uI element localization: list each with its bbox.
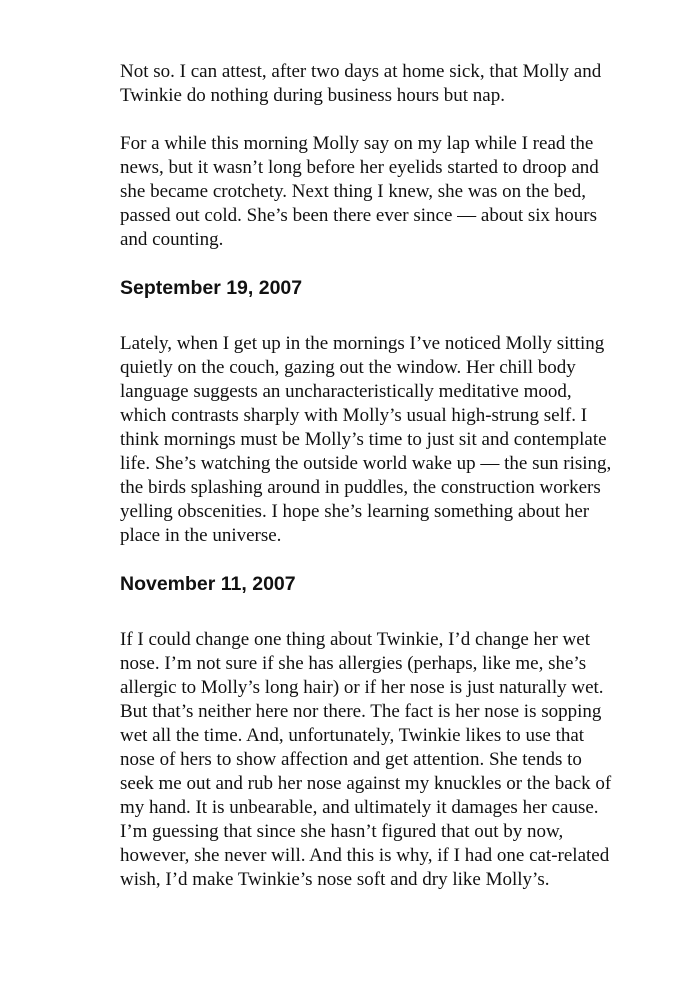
- entry-date-heading: November 11, 2007: [120, 573, 296, 595]
- entry-paragraph-sept-19: [120, 332, 645, 548]
- heading-spacer: [120, 596, 645, 628]
- text-line: think mornings must be Molly’s time to just sit and contemplate: [120, 429, 607, 450]
- text-line: Lately, when I get up in the mornings I’ve noticed Molly sitting: [120, 333, 605, 354]
- intro-paragraph-2: [120, 132, 645, 252]
- paragraph-spacer: [120, 108, 645, 132]
- text-line: the birds splashing around in puddles, the construction workers: [120, 477, 601, 498]
- text-line: allergic to Molly’s long hair) or if her nose is just naturally wet.: [120, 677, 604, 698]
- text-line: my hand. It is unbearable, and ultimately it damages her cause.: [120, 797, 599, 818]
- entry-date-heading: September 19, 2007: [120, 277, 303, 299]
- text-line: nose. I’m not sure if she has allergies (perhaps, like me, she’s: [120, 653, 587, 674]
- text-line: quietly on the couch, gazing out the window. Her chill body: [120, 357, 576, 378]
- text-line: yelling obscenities. I hope she’s learning something about her: [120, 501, 590, 522]
- text-line: Twinkie do nothing during business hours but nap.: [120, 85, 505, 106]
- text-line: wish, I’d make Twinkie’s nose soft and dry like Molly’s.: [120, 869, 550, 890]
- entry-paragraph-nov-11: [120, 628, 645, 892]
- text-line: language suggests an uncharacteristically meditative mood,: [120, 381, 572, 402]
- text-line: wet all the time. And, unfortunately, Twinkie likes to use that: [120, 725, 585, 746]
- text-line: If I could change one thing about Twinkie, I’d change her wet: [120, 629, 590, 650]
- text-line: But that’s neither here nor there. The fact is her nose is sopping: [120, 701, 602, 722]
- page-content: [120, 60, 645, 892]
- intro-paragraph-1: [120, 60, 645, 108]
- text-line: news, but it wasn’t long before her eyelids started to droop and: [120, 157, 599, 178]
- heading-spacer: [120, 300, 645, 332]
- text-line: place in the universe.: [120, 525, 282, 546]
- text-line: seek me out and rub her nose against my knuckles or the back of: [120, 773, 612, 794]
- text-line: nose of hers to show affection and get attention. She tends to: [120, 749, 582, 770]
- text-line: For a while this morning Molly say on my lap while I read the: [120, 133, 594, 154]
- text-line: she became crotchety. Next thing I knew, she was on the bed,: [120, 181, 587, 202]
- text-line: life. She’s watching the outside world wake up — the sun rising,: [120, 453, 612, 474]
- heading-spacer: [120, 548, 645, 572]
- text-line: Not so. I can attest, after two days at home sick, that Molly and: [120, 61, 602, 82]
- text-line: which contrasts sharply with Molly’s usual high-strung self. I: [120, 405, 588, 426]
- text-line: I’m guessing that since she hasn’t figured that out by now,: [120, 821, 564, 842]
- text-line: passed out cold. She’s been there ever since — about six hours: [120, 205, 597, 226]
- text-line: and counting.: [120, 229, 224, 250]
- text-line: however, she never will. And this is why, if I had one cat-related: [120, 845, 610, 866]
- heading-spacer: [120, 252, 645, 276]
